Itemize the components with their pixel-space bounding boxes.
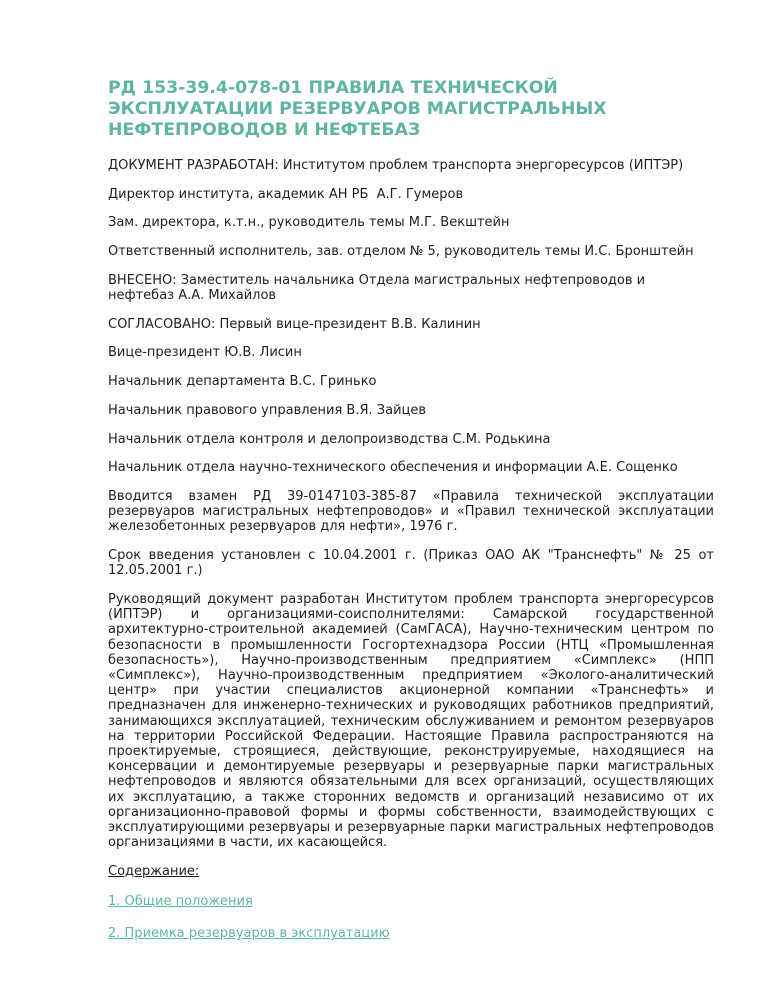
effective-date-paragraph: Срок введения установлен с 10.04.2001 г. (Приказ ОАО АК "Транснефть" № 25 от 12.05.2001 г.) [108, 548, 714, 579]
replaces-paragraph: Вводится взамен РД 39-0147103-385-87 «Правила технической эксплуатации резервуаров магистральных нефтепроводов» и «Правил технической эксплуатации железобетонных резервуаров для нефти», 1976 г. [108, 488, 714, 535]
responsible-executor-line: Ответственный исполнитель, зав. отделом № 5, руководитель темы И.С. Бронштейн [108, 244, 694, 260]
toc-link-general[interactable]: 1. Общие положения [108, 894, 253, 910]
deputy-director-line: Зам. директора, к.т.н., руководитель темы М.Г. Векштейн [108, 215, 510, 231]
page-title: РД 153-39.4-078-01 ПРАВИЛА ТЕХНИЧЕСКОЙ ЭКСПЛУАТАЦИИ РЕЗЕРВУАРОВ МАГИСТРАЛЬНЫХ НЕФТЕПРОВОДОВ И НЕФТЕБАЗ [108, 78, 607, 140]
info-head-line: Начальник отдела научно-технического обеспечения и информации А.Е. Сощенко [108, 460, 678, 476]
contents-heading: Содержание: [108, 863, 200, 879]
vice-president-line: Вице-президент Ю.В. Лисин [108, 345, 302, 361]
introduced-by-line: ВНЕСЕНО: Заместитель начальника Отдела магистральных нефтепроводов и нефтебаз А.А. Михайлов [108, 272, 646, 304]
director-line: Директор института, академик АН РБ А.Г. Гумеров [108, 186, 464, 202]
department-head-line: Начальник департамента В.С. Гринько [108, 374, 377, 390]
legal-head-line: Начальник правового управления В.Я. Зайцев [108, 402, 427, 418]
toc-link-acceptance[interactable]: 2. Приемка резервуаров в эксплуатацию [108, 926, 390, 942]
description-paragraph: Руководящий документ разработан Институтом проблем транспорта энергоресурсов (ИПТЭР) и организациями-соисполнителями: Самарской государственной архитектурно-строительной академией (СамГАСА), Научно-техническим центром по безопасности в промышленности Госгортехнадзора России (НТЦ «Промышленная безопасность»), Научно-производственным предприятием «Симплекс» (НПП «Симплекс»), Научно-производственным предприятием «Эколого-аналитический центр» при участии специалистов акционерной компании «Транснефть» и предназначен для инженерно-технических и руководящих работников предприятий, занимающихся эксплуатацией, техническим обслуживанием и ремонтом резервуаров на территории Российской Федерации. Настоящие Правила распространяются на проектируемые, строящиеся, действующие, реконструируемые, находящиеся на консервации и демонтируемые резервуары и резервуарные парки магистральных нефтепроводов и являются обязательными для всех организаций, осуществляющих их эксплуатацию, а также сторонних ведомств и организаций независимо от их организационно-правовой формы и формы собственности, взаимодействующих с эксплуатирующими резервуары и резервуарные парки магистральных нефтепроводов организациями в части, их касающейся. [108, 591, 714, 851]
developer-line: ДОКУМЕНТ РАЗРАБОТАН: Институтом проблем транспорта энергоресурсов (ИПТЭР) [108, 158, 684, 173]
control-head-line: Начальник отдела контроля и делопроизводства С.М. Родькина [108, 431, 551, 447]
document-page [108, 78, 714, 959]
approved-by-line: СОГЛАСОВАНО: Первый вице-президент В.В. Калинин [108, 316, 481, 332]
